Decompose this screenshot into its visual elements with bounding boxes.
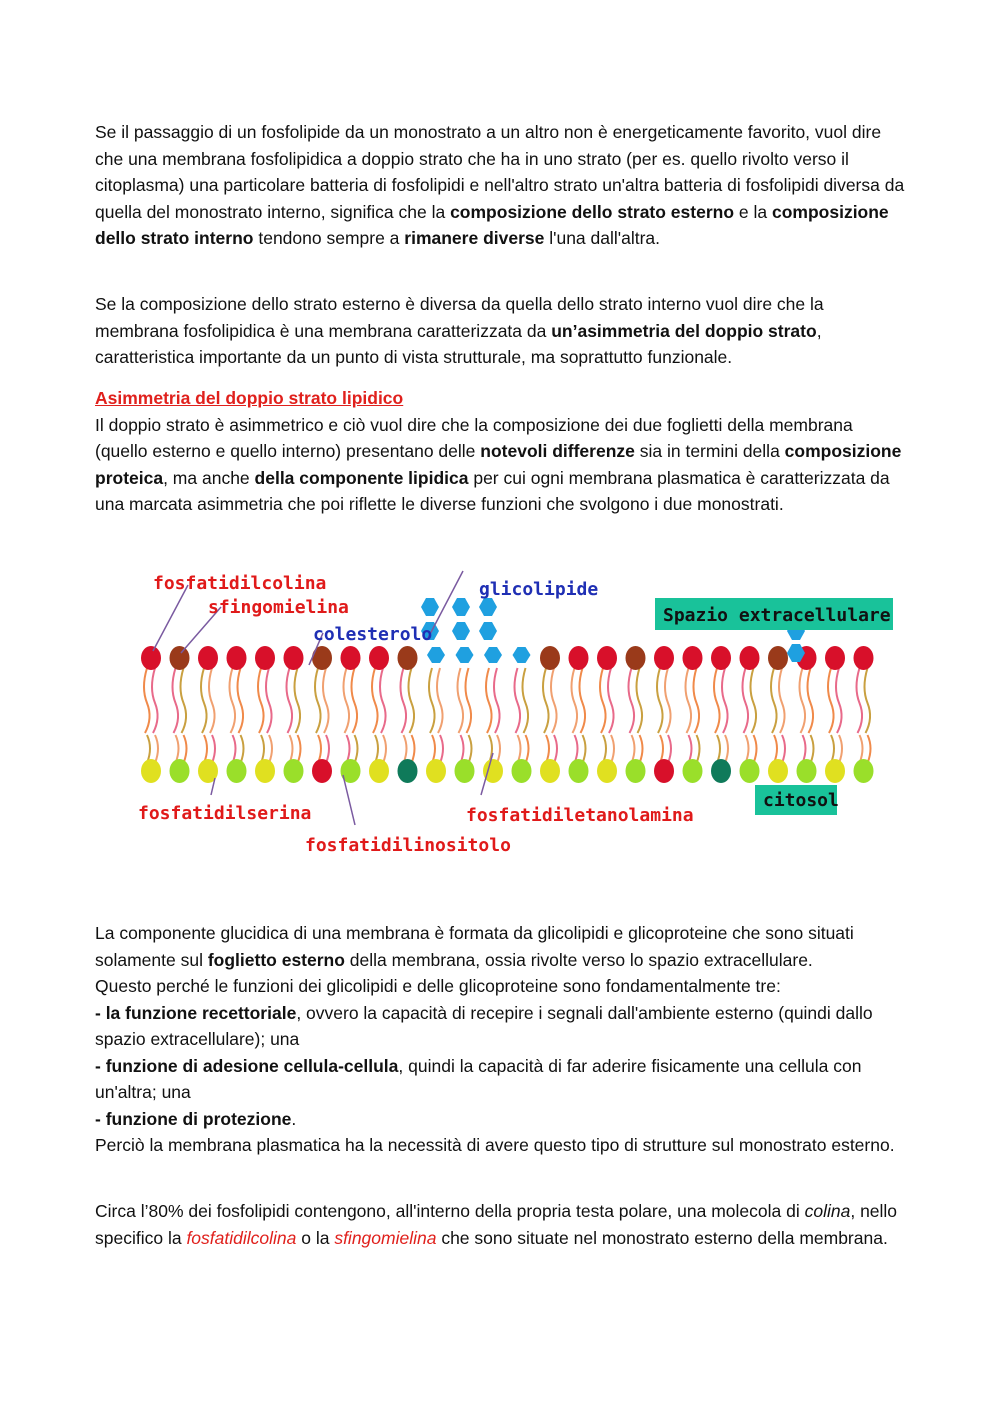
italic-red-text: sfingomielina [334, 1227, 437, 1248]
glycan-hexagon [479, 598, 497, 616]
inner-tail [440, 735, 443, 763]
outer-tail [173, 668, 179, 733]
outer-tail [828, 668, 834, 733]
inner-head [597, 759, 617, 783]
outer-head [654, 646, 674, 670]
label-fosfatidilinositolo: fosfatidilinositolo [305, 835, 511, 856]
bold-text: - funzione di adesione cellula-cellula [95, 1055, 399, 1076]
outer-tail [629, 668, 635, 733]
text: Circa l’80% dei fosfolipidi contengono, all'interno della propria testa polare, una molecola di [95, 1201, 805, 1221]
inner-tail [212, 735, 215, 763]
text: Questo perché le funzioni dei glicolipidi e delle glicoproteine sono fondamentalmente tre: [95, 976, 781, 996]
inner-head [626, 759, 646, 783]
outer-head [170, 646, 190, 670]
cholesterol-ring [484, 647, 502, 663]
inner-head [141, 759, 161, 783]
italic-red-text: fosfatidilcolina [186, 1227, 297, 1248]
outer-head [341, 646, 361, 670]
inner-head [683, 759, 703, 783]
outer-tail [657, 668, 663, 733]
outer-tail [201, 668, 207, 733]
outer-tail [494, 668, 500, 733]
inner-head [740, 759, 760, 783]
inner-tail [269, 735, 272, 763]
outer-head [768, 646, 788, 670]
bold-text: funzione recettoriale [125, 1002, 297, 1023]
outer-tail [238, 668, 244, 733]
paragraph-2 [95, 291, 905, 371]
inner-tail [375, 735, 378, 763]
inner-tail [782, 735, 785, 763]
outer-tail [181, 668, 187, 733]
outer-tail [608, 668, 614, 733]
bold-text: composizione proteica [95, 441, 902, 488]
inner-head [825, 759, 845, 783]
outer-tail [800, 668, 806, 733]
outer-tail [295, 668, 301, 733]
inner-tail [868, 735, 871, 763]
inner-tail [583, 735, 586, 763]
outer-head [597, 646, 617, 670]
outer-tail [779, 668, 785, 733]
inner-tail [717, 735, 720, 763]
text: che sono situate nel monostrato esterno della membrana. [436, 1227, 888, 1248]
text: , quindi la capacità di far aderire fisicamente una cellula con un'altra; una [95, 1055, 862, 1102]
list-bullet: - la [95, 1002, 126, 1023]
text: Se la composizione dello strato esterno è diversa da quella dello strato interno vuol dire che la membrana fosfolipidica è una membrana caratterizzata da [95, 294, 824, 341]
inner-tail [404, 735, 407, 763]
outer-tail [372, 668, 378, 733]
outer-tail [401, 668, 407, 733]
outer-tail [380, 668, 386, 733]
label-spazio-extracellulare: Spazio extracellulare [663, 605, 891, 626]
inner-tail [383, 735, 386, 763]
inner-tail [546, 735, 549, 763]
inner-tail [554, 735, 557, 763]
outer-tail [808, 668, 814, 733]
outer-tail [543, 668, 549, 733]
inner-tail [326, 735, 329, 763]
inner-tail [611, 735, 614, 763]
outer-tail [352, 668, 358, 733]
outer-tail [486, 668, 492, 733]
text: tendono sempre a [253, 228, 405, 248]
inner-head [369, 759, 389, 783]
outer-tail [714, 668, 720, 733]
bold-text: foglietto esterno [207, 949, 345, 970]
text: Se il passaggio di un fosfolipide da un monostrato a un altro non è energeticamente favorito, vuol dire che una membrana fosfolipidica a doppio strato che ha in uno strato (per es. quello rivolto verso il citoplasma) una particolare batteria di fosfolipidi e nell'altro strato un'altra batteria di fosfolipidi diversa da quella del monostrato interno, significa che la [95, 122, 905, 222]
label-fosfatidilserina: fosfatidilserina [138, 803, 312, 824]
inner-tail [632, 735, 635, 763]
italic-text: colina [804, 1201, 851, 1221]
outer-head [369, 646, 389, 670]
inner-tail [469, 735, 472, 763]
inner-tail [298, 735, 301, 763]
membrane-diagram [133, 563, 898, 863]
inner-tail [668, 735, 671, 763]
inner-head [512, 759, 532, 783]
outer-tail [751, 668, 757, 733]
outer-head [198, 646, 218, 670]
text: , ma anche [163, 467, 255, 488]
outer-tail [572, 668, 578, 733]
outer-tail [637, 668, 643, 733]
outer-tail [771, 668, 777, 733]
label-glicolipide: glicolipide [479, 579, 599, 600]
text: o la [296, 1227, 335, 1248]
label-colesterolo: colesterolo [313, 624, 433, 645]
outer-tail [209, 668, 215, 733]
inner-tail [147, 735, 150, 763]
outer-tail [429, 668, 435, 733]
outer-tail [865, 668, 871, 733]
inner-tail [660, 735, 663, 763]
text: per cui ogni membrana plasmatica è caratterizzata da una marcata asimmetria che poi riflette le diverse funzioni che svolgono i due monostrati. [95, 467, 890, 514]
inner-head [170, 759, 190, 783]
outer-head [255, 646, 275, 670]
glycan-hexagon [421, 598, 439, 616]
inner-tail [176, 735, 179, 763]
inner-tail [697, 735, 700, 763]
label-fosfatidilcolina: fosfatidilcolina [153, 573, 327, 594]
outer-tail [551, 668, 557, 733]
outer-head [626, 646, 646, 670]
outer-tail [409, 668, 415, 733]
inner-tail [774, 735, 777, 763]
outer-tail [600, 668, 606, 733]
inner-tail [318, 735, 321, 763]
inner-head [654, 759, 674, 783]
outer-tail [230, 668, 236, 733]
inner-head [284, 759, 304, 783]
outer-tail [836, 668, 842, 733]
inner-tail [831, 735, 834, 763]
bold-text: composizione dello strato esterno [450, 201, 735, 222]
outer-tail [523, 668, 529, 733]
outer-head [284, 646, 304, 670]
inner-tail [432, 735, 435, 763]
inner-tail [860, 735, 863, 763]
inner-head [540, 759, 560, 783]
bold-text: della componente lipidica [254, 467, 469, 488]
text: , ovvero la capacità di recepire i segnali dall'ambiente esterno (quindi dallo spazio extracellulare); una [95, 1002, 873, 1049]
text: . [291, 1108, 297, 1129]
outer-head [569, 646, 589, 670]
inner-head [768, 759, 788, 783]
outer-head [683, 646, 703, 670]
inner-head [398, 759, 418, 783]
inner-tail [803, 735, 806, 763]
inner-tail [155, 735, 158, 763]
inner-tail [746, 735, 749, 763]
outer-tail [315, 668, 321, 733]
label-citosol: citosol [763, 790, 839, 811]
inner-tail [261, 735, 264, 763]
label-fosfatidiletanolamina: fosfatidiletanolamina [466, 805, 694, 826]
outer-head [227, 646, 247, 670]
inner-tail [754, 735, 757, 763]
inner-tail [640, 735, 643, 763]
bold-text: un’asimmetria del doppio strato [551, 320, 817, 341]
inner-tail [811, 735, 814, 763]
inner-head [426, 759, 446, 783]
outer-head [398, 646, 418, 670]
bold-text: composizione dello strato interno [95, 201, 889, 248]
inner-head [569, 759, 589, 783]
outer-tail [686, 668, 692, 733]
outer-tail [580, 668, 586, 733]
inner-tail [689, 735, 692, 763]
paragraph-3 [95, 385, 905, 518]
inner-tail [497, 735, 500, 763]
inner-tail [461, 735, 464, 763]
outer-tail [266, 668, 272, 733]
text: , caratteristica importante da un punto di vista strutturale, ma soprattutto funzionale. [95, 320, 822, 367]
outer-tail [515, 668, 521, 733]
cholesterol-ring [427, 647, 445, 663]
outer-tail [258, 668, 264, 733]
outer-head [740, 646, 760, 670]
bold-text: notevoli differenze [480, 441, 635, 461]
inner-head [854, 759, 874, 783]
inner-head [312, 759, 332, 783]
text: e la [734, 201, 772, 222]
text: della membrana, ossia rivolte verso lo spazio extracellulare. [344, 949, 813, 970]
outer-tail [287, 668, 293, 733]
outer-tail [694, 668, 700, 733]
text: l'una dall'altra. [544, 228, 661, 248]
inner-tail [412, 735, 415, 763]
inner-head [255, 759, 275, 783]
section-heading: Asimmetria del doppio strato lipidico [95, 388, 404, 408]
outer-tail [722, 668, 728, 733]
outer-tail [323, 668, 329, 733]
bold-text: rimanere diverse [404, 228, 545, 248]
glycan-hexagon [479, 622, 497, 640]
inner-tail [575, 735, 578, 763]
outer-tail [437, 668, 443, 733]
inner-tail [355, 735, 358, 763]
outer-tail [665, 668, 671, 733]
text: La componente glucidica di una membrana è formata da glicolipidi e glicoproteine che sono situati solamente sul [95, 923, 854, 970]
cholesterol-ring [456, 647, 474, 663]
inner-tail [233, 735, 236, 763]
label-sfingomielina: sfingomielina [208, 597, 349, 618]
bold-text: - funzione di protezione [95, 1108, 292, 1129]
cholesterol-ring [513, 647, 531, 663]
outer-tail [152, 668, 158, 733]
inner-tail [241, 735, 244, 763]
outer-head [540, 646, 560, 670]
paragraph-1 [95, 119, 905, 252]
membrane-figure [133, 563, 898, 863]
text: Perciò la membrana plasmatica ha la necessità di avere questo tipo di strutture sul monostrato esterno. [95, 1135, 895, 1155]
outer-tail [743, 668, 749, 733]
outer-tail [857, 668, 863, 733]
text: Il doppio strato è asimmetrico e ciò vuol dire che la composizione dei due foglietti della membrana (quello esterno e quello interno) presentano delle [95, 414, 853, 461]
inner-tail [518, 735, 521, 763]
inner-tail [290, 735, 293, 763]
glycan-hexagon [452, 598, 470, 616]
inner-head [797, 759, 817, 783]
inner-tail [725, 735, 728, 763]
outer-tail [458, 668, 464, 733]
glycan-hexagon [452, 622, 470, 640]
inner-head [711, 759, 731, 783]
paragraph-4 [95, 920, 905, 1159]
outer-head [711, 646, 731, 670]
paragraph-5 [95, 1198, 905, 1251]
inner-tail [184, 735, 187, 763]
outer-head [854, 646, 874, 670]
inner-tail [603, 735, 606, 763]
outer-tail [344, 668, 350, 733]
outer-tail [466, 668, 472, 733]
text: , nello specifico la [95, 1201, 898, 1248]
inner-tail [839, 735, 842, 763]
inner-head [455, 759, 475, 783]
outer-tail [144, 668, 150, 733]
text: sia in termini della [634, 441, 785, 461]
inner-tail [347, 735, 350, 763]
outer-head [825, 646, 845, 670]
inner-tail [204, 735, 207, 763]
inner-tail [526, 735, 529, 763]
outer-head [141, 646, 161, 670]
inner-head [227, 759, 247, 783]
